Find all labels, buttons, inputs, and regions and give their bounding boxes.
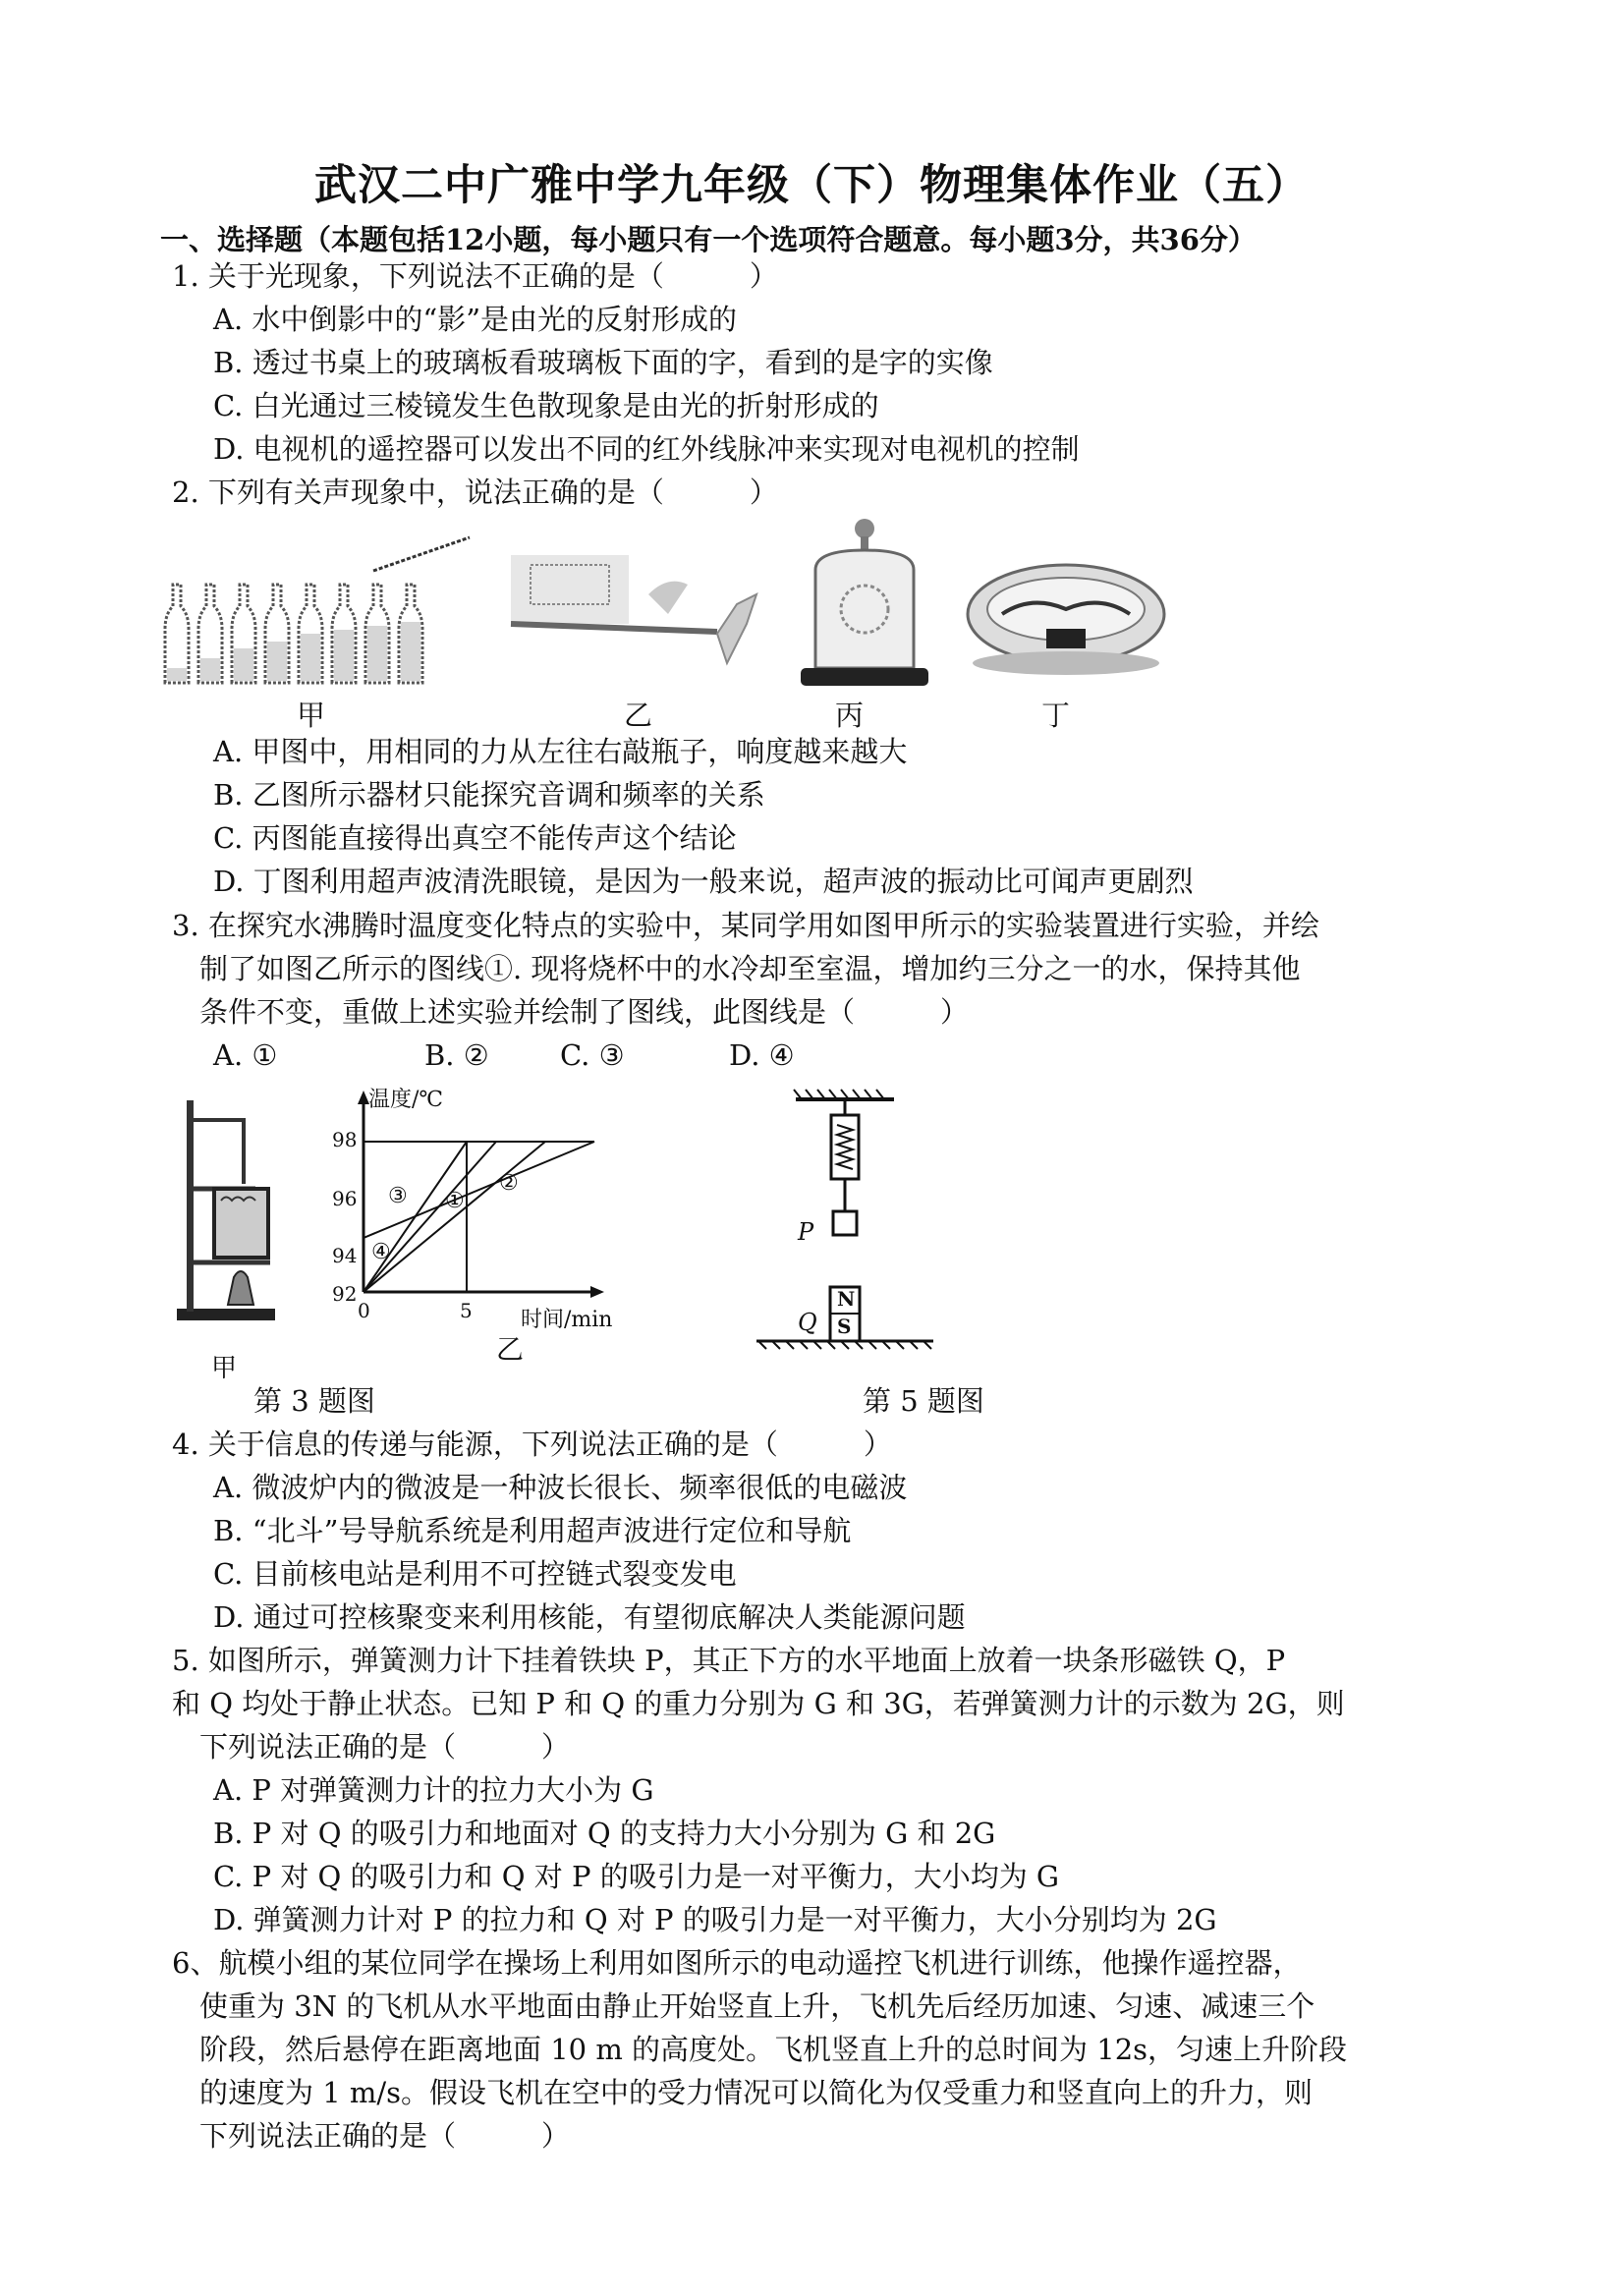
q5-figure-caption: 第 5 题图	[863, 1384, 984, 1418]
q2-option-d: D. 丁图利用超声波清洗眼镜，是因为一般来说，超声波的振动比可闻声更剧烈	[213, 865, 1194, 898]
q5-stem-line3: 下列说法正确的是（ ）	[199, 1730, 571, 1764]
q3-graph	[324, 1081, 609, 1336]
q3-option-c: C. ③	[560, 1038, 625, 1072]
q1-stem: 1. 关于光现象，下列说法不正确的是（ ）	[172, 259, 778, 293]
q3-fig-label-yi: 乙	[496, 1333, 525, 1366]
q1-option-a: A. 水中倒影中的“影”是由光的反射形成的	[213, 303, 738, 336]
q5-fig-label-s: S	[837, 1315, 852, 1338]
q4-stem: 4. 关于信息的传递与能源，下列说法正确的是（ ）	[172, 1428, 892, 1461]
q3-option-d: D. ④	[729, 1038, 795, 1072]
q4-option-a: A. 微波炉内的微波是一种波长很长、频率很低的电磁波	[213, 1471, 908, 1504]
q3-stem-line3: 条件不变，重做上述实验并绘制了图线，此图线是（ ）	[199, 995, 970, 1029]
q3-stem-line1: 3. 在探究水沸腾时温度变化特点的实验中，某同学用如图甲所示的实验装置进行实验，并绘	[172, 909, 1319, 942]
graph-line-label-3: ③	[388, 1184, 408, 1208]
graph-ytick-98: 98	[332, 1128, 358, 1151]
q2-fig-label-bing: 丙	[835, 699, 865, 732]
q2-fig-label-ding: 丁	[1041, 699, 1071, 732]
q5-stem-line1: 5. 如图所示，弹簧测力计下挂着铁块 P，其正下方的水平地面上放着一块条形磁铁 Q，P	[172, 1644, 1286, 1677]
q2-fig-label-jia: 甲	[297, 699, 326, 732]
q2-figure-ultrasonic-cleaner	[963, 555, 1169, 683]
q5-fig-label-q: Q	[798, 1309, 817, 1336]
q3-stem-line2: 制了如图乙所示的图线①. 现将烧杯中的水冷却至室温，增加约三分之一的水，保持其他	[199, 952, 1301, 985]
graph-line-1	[364, 1142, 496, 1292]
q1-option-b: B. 透过书桌上的玻璃板看玻璃板下面的字，看到的是字的实像	[213, 346, 993, 379]
q2-option-b: B. 乙图所示器材只能探究音调和频率的关系	[213, 778, 765, 812]
graph-xlabel: 时间/min	[521, 1308, 613, 1332]
graph-ylabel: 温度/℃	[368, 1088, 444, 1112]
q2-fig-label-yi: 乙	[624, 699, 653, 732]
q2-option-a: A. 甲图中，用相同的力从左往右敲瓶子，响度越来越大	[213, 735, 908, 768]
q3-figure-caption: 第 3 题图	[253, 1384, 375, 1418]
q5-option-d: D. 弹簧测力计对 P 的拉力和 Q 对 P 的吸引力是一对平衡力，大小分别均为 2G	[213, 1903, 1217, 1936]
q3-figure-apparatus	[167, 1091, 285, 1326]
graph-xtick-5: 5	[460, 1299, 473, 1322]
q4-option-d: D. 通过可控核聚变来利用核能，有望彻底解决人类能源问题	[213, 1600, 966, 1634]
q6-stem-line3: 阶段，然后悬停在距离地面 10 m 的高度处。飞机竖直上升的总时间为 12s，匀速上升阶段	[199, 2033, 1348, 2066]
graph-line-label-2: ②	[499, 1171, 519, 1196]
q2-figure-bell-jar	[796, 511, 943, 698]
q5-option-a: A. P 对弹簧测力计的拉力大小为 G	[213, 1773, 654, 1807]
q5-figure	[747, 1086, 943, 1351]
q4-option-b: B. “北斗”号导航系统是利用超声波进行定位和导航	[213, 1514, 852, 1547]
q6-stem-line2: 使重为 3N 的飞机从水平地面由静止开始竖直上升，飞机先后经历加速、匀速、减速三个	[199, 1989, 1315, 2023]
section-heading: 一、选择题（本题包括12小题，每小题只有一个选项符合题意。每小题3分，共36分）	[160, 223, 1257, 256]
q2-figure-bottles	[157, 535, 472, 693]
q3-fig-label-jia: 甲	[211, 1354, 238, 1383]
q1-option-c: C. 白光通过三棱镜发生色散现象是由光的折射形成的	[213, 389, 879, 422]
graph-ytick-92: 92	[332, 1282, 358, 1306]
q2-stem: 2. 下列有关声现象中，说法正确的是（ ）	[172, 476, 778, 509]
graph-xtick-0: 0	[358, 1299, 370, 1322]
graph-ytick-96: 96	[332, 1187, 358, 1210]
page-title: 武汉二中广雅中学九年级（下）物理集体作业（五）	[314, 161, 1309, 210]
q5-option-c: C. P 对 Q 的吸引力和 Q 对 P 的吸引力是一对平衡力，大小均为 G	[213, 1860, 1060, 1893]
q6-stem-line4: 的速度为 1 m/s。假设飞机在空中的受力情况可以简化为仅受重力和竖直向上的升力，则	[199, 2076, 1314, 2109]
q6-stem-line1: 6、航模小组的某位同学在操场上利用如图所示的电动遥控飞机进行训练，他操作遥控器，	[172, 1946, 1302, 1980]
q5-fig-label-p: P	[798, 1218, 814, 1246]
graph-ytick-94: 94	[332, 1244, 358, 1267]
q3-option-b: B. ②	[424, 1038, 489, 1072]
q5-option-b: B. P 对 Q 的吸引力和地面对 Q 的支持力大小分别为 G 和 2G	[213, 1817, 996, 1850]
graph-line-2	[364, 1142, 545, 1292]
q6-stem-line5: 下列说法正确的是（ ）	[199, 2119, 571, 2153]
q2-option-c: C. 丙图能直接得出真空不能传声这个结论	[213, 821, 737, 855]
q1-option-d: D. 电视机的遥控器可以发出不同的红外线脉冲来实现对电视机的控制	[213, 432, 1080, 466]
graph-line-label-4: ④	[371, 1240, 391, 1264]
q3-option-a: A. ①	[213, 1038, 278, 1072]
q2-figure-ruler	[501, 545, 786, 683]
graph-line-label-1: ①	[445, 1189, 465, 1213]
q5-stem-line2: 和 Q 均处于静止状态。已知 P 和 Q 的重力分别为 G 和 3G，若弹簧测力计的示数为 2G，则	[172, 1687, 1345, 1720]
q5-fig-label-n: N	[837, 1287, 856, 1311]
q4-option-c: C. 目前核电站是利用不可控链式裂变发电	[213, 1557, 737, 1591]
